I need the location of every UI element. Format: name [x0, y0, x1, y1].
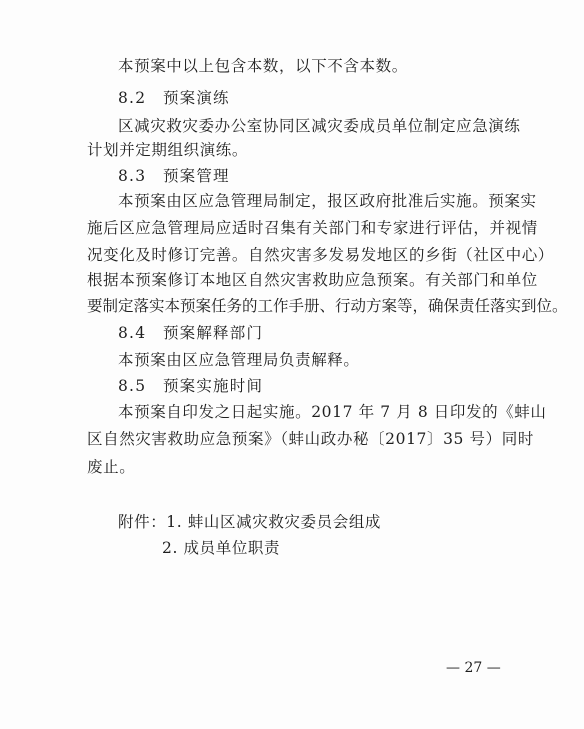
- paragraph-line: 废止。: [87, 458, 136, 476]
- paragraph-line: 施后区应急管理局应适时召集有关部门和专家进行评估，并视情: [87, 219, 538, 237]
- section-heading-8-2: 8.2 预案演练: [118, 89, 230, 107]
- paragraph-line: 本预案由区应急管理局制定，报区政府批准后实施。预案实: [118, 192, 537, 210]
- paragraph-line: 区减灾救灾委办公室协同区减灾委成员单位制定应急演练: [118, 117, 521, 135]
- paragraph-line: 区自然灾害救助应急预案》（蚌山政办秘〔2017〕35 号）同时: [87, 430, 534, 448]
- paragraph-line: 本预案中以上包含本数，以下不含本数。: [118, 57, 408, 75]
- paragraph-line: 根据本预案修订本地区自然灾害救助应急预案。有关部门和单位: [87, 271, 538, 289]
- attachment-item-2: 2. 成员单位职责: [162, 539, 281, 557]
- page-number: — 27 —: [446, 660, 501, 676]
- section-heading-8-4: 8.4 预案解释部门: [118, 324, 264, 342]
- paragraph-line: 要制定落实本预案任务的工作手册、行动方案等，确保责任落实到位。: [87, 297, 568, 315]
- paragraph-line: 本预案自印发之日起实施。2017 年 7 月 8 日印发的《蚌山: [118, 403, 547, 421]
- section-heading-8-5: 8.5 预案实施时间: [118, 377, 264, 395]
- paragraph-line: 况变化及时修订完善。自然灾害多发易发地区的乡街（社区中心）: [87, 246, 554, 264]
- paragraph-line: 计划并定期组织演练。: [87, 141, 249, 159]
- paragraph-line: 本预案由区应急管理局负责解释。: [118, 351, 360, 369]
- attachment-item-1: 附件：1. 蚌山区减灾救灾委员会组成: [118, 513, 382, 531]
- section-heading-8-3: 8.3 预案管理: [118, 167, 230, 185]
